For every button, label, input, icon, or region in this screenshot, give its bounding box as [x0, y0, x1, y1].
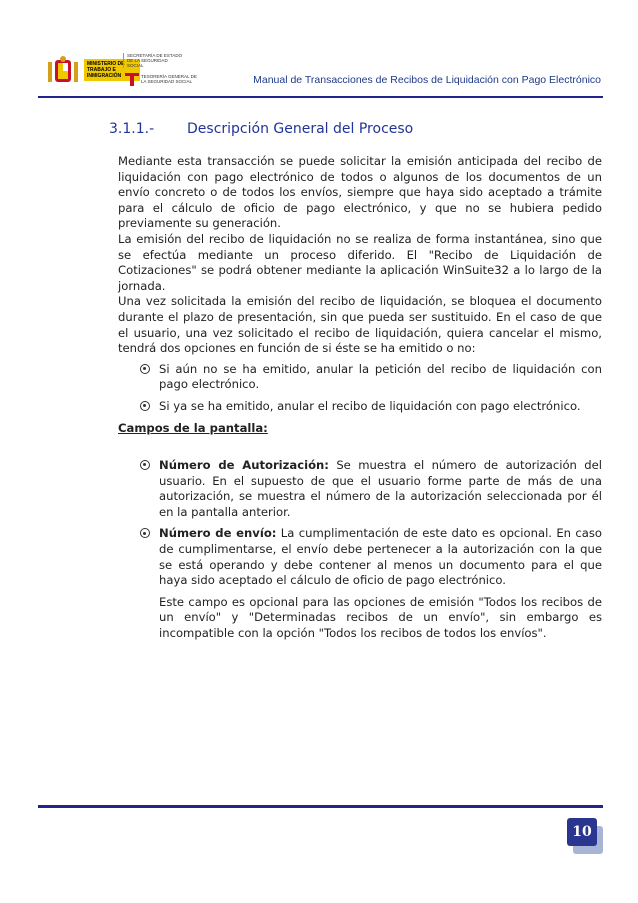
list-item-text: Si aún no se ha emitido, anular la petición del recibo de liquidación con pago electrónico. — [159, 361, 602, 392]
list-item — [118, 458, 602, 520]
fields-heading: Campos de la pantalla: — [118, 420, 268, 435]
cancel-options-list — [118, 362, 602, 415]
header-divider — [38, 96, 603, 98]
page-header — [38, 50, 603, 98]
coat-of-arms-logo — [46, 56, 80, 86]
list-item — [118, 399, 602, 415]
page-number: 10 — [567, 818, 597, 846]
section-title: Descripción General del Proceso — [187, 121, 414, 137]
list-item — [118, 526, 602, 588]
treasury-label: TESORERÍA GENERAL DE LA SEGURIDAD SOCIAL — [141, 74, 197, 84]
circle-bullet-icon — [140, 460, 150, 470]
section-number: 3.1.1.- — [109, 121, 155, 137]
list-item — [118, 362, 602, 393]
list-item-text: Si ya se ha emitido, anular el recibo de liquidación con pago electrónico. — [159, 398, 581, 413]
field-note: Este campo es opcional para las opciones de emisión "Todos los recibos de un envío" y "Determinadas recibos de un envío", sin embargo es incompatible con la opción "Todos los recibos de todos los envíos". — [159, 594, 602, 641]
circle-bullet-icon — [140, 401, 150, 411]
circle-bullet-icon — [140, 528, 150, 538]
document-body — [118, 154, 602, 642]
field-label: Número de Autorización: — [159, 458, 329, 473]
page-number-badge — [567, 818, 597, 846]
fields-list — [118, 458, 602, 589]
field-description: Se muestra el número de autorización del usuario. En el supuesto de que el usuario forme parte de más de una autorización, se muestra el número de la autorización seleccionada por él en la pantalla anterior. — [159, 458, 602, 519]
paragraph: Una vez solicitada la emisión del recibo de liquidación, se bloquea el documento durante el plazo de presentación, sin que pueda ser sustituido. En el caso de que el usuario, una vez solicitado el recibo de liquidación, quiera cancelar el mismo, tendrá dos opciones en función de si éste se ha emitido o no: — [118, 294, 602, 356]
section-heading — [109, 121, 413, 137]
tgss-logo — [125, 72, 139, 86]
ministry-label: MINISTERIO DE TRABAJO E INMIGRACIÓN — [84, 59, 140, 81]
paragraph: Mediante esta transacción se puede solicitar la emisión anticipada del recibo de liquidación con pago electrónico de todos o algunos de los documentos de un envío concreto o de todos los envíos, siempre que haya sido aceptado a trámite para el cálculo de oficio de pago electrónico, y que no se hubiera pedido previamente su generación. — [118, 154, 602, 231]
paragraph: La emisión del recibo de liquidación no se realiza de forma instantánea, sino que se efectúa mediante un proceso diferido. El "Recibo de Liquidación de Cotizaciones" se podrá obtener mediante la aplicación WinSuite32 a lo largo de la jornada. — [118, 231, 602, 293]
footer-divider — [38, 805, 603, 808]
circle-bullet-icon — [140, 364, 150, 374]
manual-title: Manual de Transacciones de Recibos de Liquidación con Pago Electrónico — [253, 74, 601, 86]
field-label: Número de envío: — [159, 526, 277, 541]
secretariat-label: SECRETARÍA DE ESTADO DE LA SEGURIDAD SOCIAL — [123, 53, 183, 68]
field-description: La cumplimentación de este dato es opcional. En caso de cumplimentarse, el envío debe pertenecer a la autorización con la que se está operando y debe contener al menos un documento para el que haya sido aceptado el cálculo de oficio de pago electrónico. — [159, 526, 602, 588]
